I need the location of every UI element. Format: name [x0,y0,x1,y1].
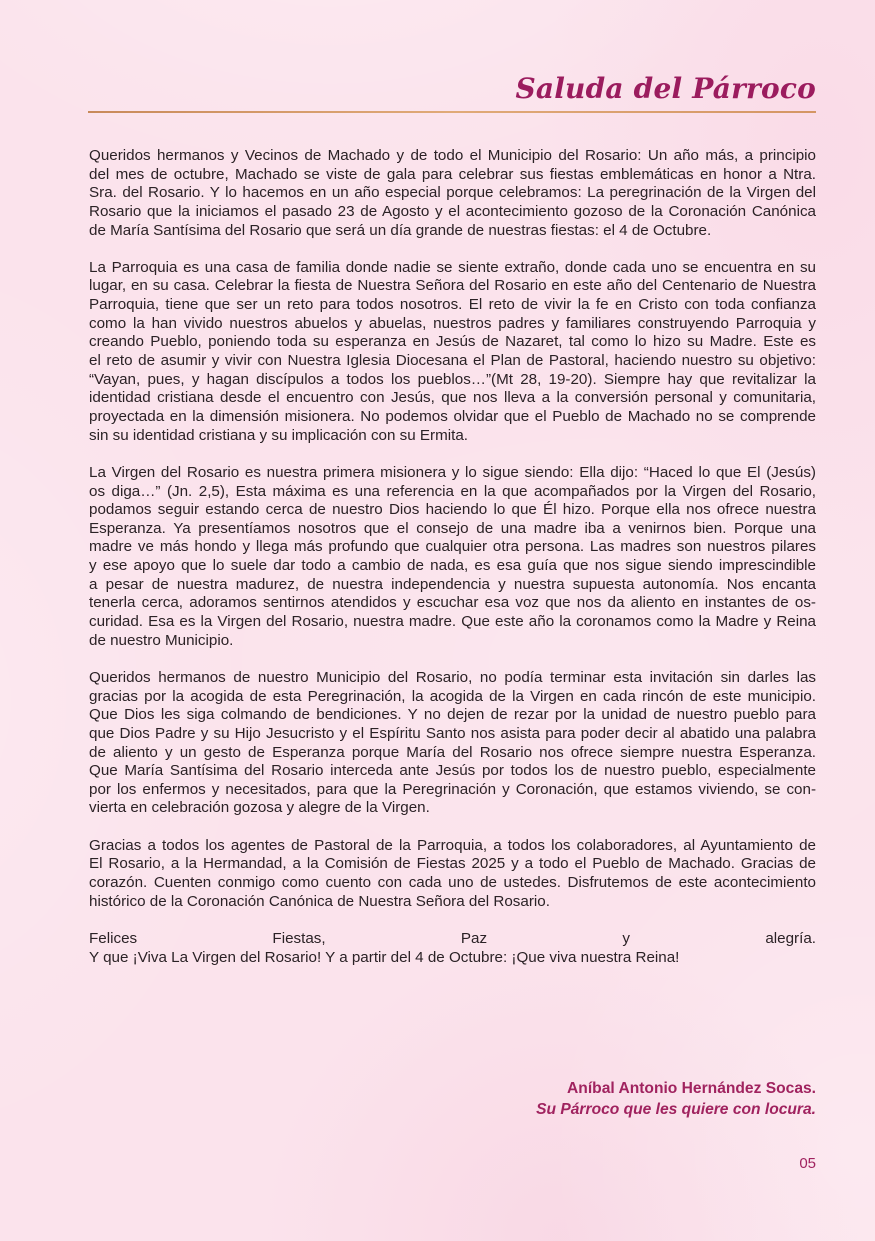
text-line: Felices Fiestas, Paz y alegría. [89,929,816,947]
text-line: de aliento y un gesto de Esperanza porque María del Rosario nos ofrece siempre nuestra Esperanza. [89,743,816,761]
text-line: Queridos hermanos de nuestro Municipio del Rosario, no podía terminar esta invitación sin darles las [89,668,816,686]
text-line: y ese apoyo que lo suele dar todo a cambio de nada, es esa guía que nos sigue siendo imprescindible [89,557,816,575]
text-line: de nuestro Municipio. [89,631,234,649]
text-line: del mes de octubre, Machado se viste de gala para celebrar sus fiestas emblemáticas en honor a Ntra. [89,165,816,183]
text-line: lugar, en su casa. Celebrar la fiesta de Nuestra Señora del Rosario en este año del Centenario de Nuestra [89,277,816,295]
paragraph [89,669,816,818]
text-line: histórico de la Coronación Canónica de Nuestra Señora del Rosario. [89,892,550,910]
text-line: El Rosario, a la Hermandad, a la Comisión de Fiestas 2025 y a todo el Pueblo de Machado. Gracias de [89,855,816,873]
signature-name: Aníbal Antonio Hernández Socas. [567,1080,816,1097]
text-line: madre ve más hondo y llega más profundo que cualquier otra persona. Las madres son nuestros pilares [89,538,816,556]
text-line: os diga…” (Jn. 2,5), Esta máxima es una referencia en la que acompañados por la Virgen del Rosario, [89,482,816,500]
paragraph [89,259,816,445]
text-line: Esperanza. Ya presentíamos nosotros que el consejo de una madre iba a venirnos bien. Porque una [89,519,816,537]
text-line: “Vayan, pues, y hagan discípulos a todos los pueblos…”(Mt 28, 19-20). Siempre hay que revitalizar la [89,370,816,388]
title-divider [88,111,816,113]
text-line: que Dios Padre y su Hijo Jesucristo y el Espíritu Santo nos asista para poder decir al abatido una palabra [89,724,816,742]
text-line: como la han vivido nuestros abuelos y abuelas, nuestros padres y familiares construyendo Parroquia y [89,314,816,332]
text-line: podamos seguir estando cerca de nuestro Dios haciendo lo que Él hizo. Porque ella nos ofrece nuestra [89,501,816,519]
text-line: de María Santísima del Rosario que será un día grande de nuestras fiestas: el 4 de Octubre. [89,221,712,239]
paragraph [89,464,816,650]
text-line: a pesar de nuestra madurez, de nuestra independencia y nuestra supuesta autonomía. Nos encanta [89,575,816,593]
text-line: Rosario que la iniciamos el pasado 23 de Agosto y el acontecimiento gozoso de la Coronación Canónica [89,202,816,220]
text-line: Que María Santísima del Rosario interceda ante Jesús por todos los de nuestro pueblo, especialmente [89,762,816,780]
text-line: vierta en celebración gozosa y alegre de la Virgen. [89,799,430,817]
text-line: curidad. Esa es la Virgen del Rosario, nuestra madre. Que este año la coronamos como la Madre y Reina [89,613,816,631]
text-line: La Parroquia es una casa de familia donde nadie se siente extraño, donde cada uno se encuentra en su [89,258,816,276]
text-line: identidad cristiana desde el encuentro con Jesús, que nos lleva a la conversión personal y comunitaria, [89,389,816,407]
page-title: Saluda del Párroco [515,72,816,105]
text-line: corazón. Cuenten conmigo como cuento con cada uno de ustedes. Disfrutemos de este acontecimiento [89,873,816,891]
text-line: Y que ¡Viva La Virgen del Rosario! Y a partir del 4 de Octubre: ¡Que viva nuestra Reina! [89,948,680,966]
page-number: 05 [799,1155,816,1172]
text-line: proyectada en la dimensión misionera. No podemos olvidar que el Pueblo de Machado no se comprende [89,407,816,425]
paragraph [89,147,816,240]
text-line: Sra. del Rosario. Y lo hacemos en un año especial porque celebramos: La peregrinación de la Virgen del [89,184,816,202]
text-line: el reto de asumir y vivir con Nuestra Iglesia Diocesana el Plan de Pastoral, haciendo nuestro su objetivo: [89,352,816,370]
text-line: creando Pueblo, poniendo toda su esperanza en Jesús de Nazaret, tal como lo hizo su Madre. Este es [89,333,816,351]
text-line: Parroquia, tiene que ser un reto para todos nosotros. El reto de vivir la fe en Cristo con toda confianza [89,296,816,314]
text-line: La Virgen del Rosario es nuestra primera misionera y lo sigue siendo: Ella dijo: “Haced lo que El (Jesús) [89,463,816,481]
signature-role: Su Párroco que les quiere con locura. [536,1101,816,1118]
text-line: Queridos hermanos y Vecinos de Machado y de todo el Municipio del Rosario: Un año más, a principio [89,147,816,164]
paragraph [89,930,816,967]
letter-body [89,147,816,967]
text-line: por los enfermos y necesitados, para que la Peregrinación y Coronación, que estamos viviendo, se con- [89,780,816,798]
text-line: sin su identidad cristiana y su implicación con su Ermita. [89,426,469,444]
signature-block [536,1078,816,1120]
text-line: tenerla cerca, adoramos sentirnos atendidos y escuchar esa voz que nos da aliento en instantes de os- [89,594,816,612]
text-line: gracias por la acogida de esta Peregrinación, la acogida de la Virgen en cada rincón de este municipio. [89,687,816,705]
text-line: Gracias a todos los agentes de Pastoral de la Parroquia, a todos los colaboradores, al Ayuntamiento de [89,836,816,854]
paragraph [89,837,816,912]
text-line: Que Dios les siga colmando de bendiciones. Y no dejen de rezar por la unidad de nuestro pueblo para [89,706,816,724]
